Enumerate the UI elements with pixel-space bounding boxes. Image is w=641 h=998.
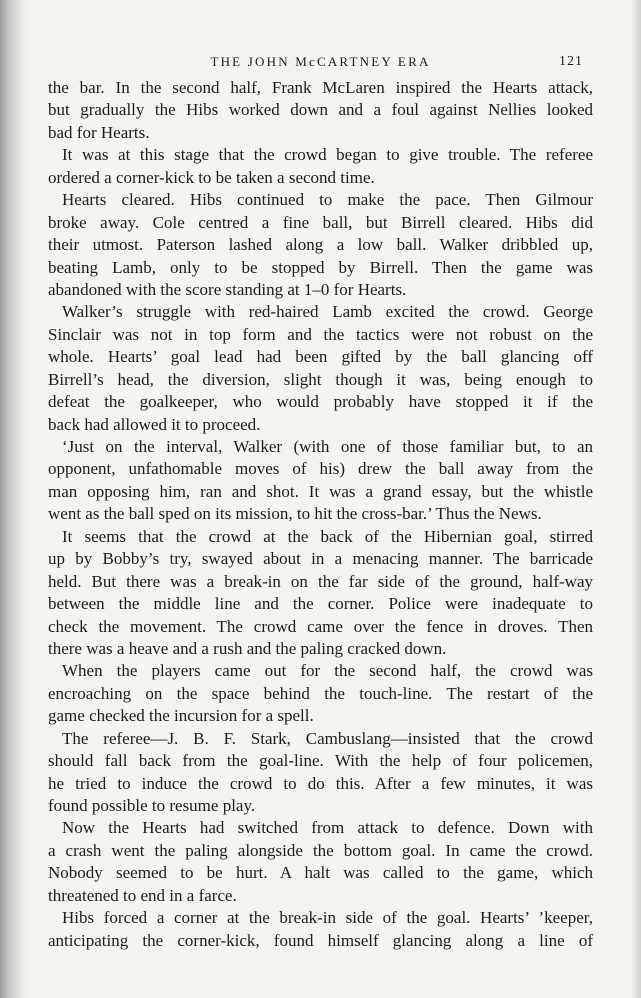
text-line: It was at this stage that the crowd began to give trouble. The referee [62,145,593,165]
text-line: found possible to resume play. [48,796,256,815]
text-line: between the middle line and the corner. Police were inadequate to [48,594,593,614]
page-number: 121 [559,54,583,69]
text-line: Birrell’s head, the diversion, slight though it was, being enough to [48,369,593,389]
paragraph [48,189,593,301]
text-line: opponent, unfathomable moves of his) drew the ball away from the [48,459,593,479]
text-line: beating Lamb, only to be stopped by Birrell. Then the game was [48,257,593,277]
text-line: defeat the goalkeeper, who would probably have stopped it if the [48,392,593,412]
text-line: but gradually the Hibs worked down and a foul against Nellies looked [48,100,593,120]
text-line: went as the ball sped on its mission, to hit the cross-bar.’ Thus the News. [48,504,542,524]
text-line: encroaching on the space behind the touch-line. The restart of the [48,683,593,703]
running-head: THE JOHN McCARTNEY ERA [210,54,431,69]
paragraph [48,660,593,727]
paragraph [48,817,593,907]
text-line: game checked the incursion for a spell. [48,706,314,726]
text-line: bad for Hearts. [48,122,150,142]
text-line: the bar. In the second half, Frank McLaren inspired the Hearts attack, [48,78,593,97]
text-line: When the players came out for the second half, the crowd was [62,661,593,681]
text-line: man opposing him, ran and shot. It was a grand essay, but the whistle [48,481,593,501]
text-line: Hearts cleared. Hibs continued to make the pace. Then Gilmour [62,190,593,210]
paragraph [48,77,593,144]
text-line: Sinclair was not in top form and the tactics were not robust on the [48,324,593,344]
paragraph [48,144,593,189]
text-line: he tried to induce the crowd to do this. After a few minutes, it was [48,773,593,793]
paragraph [48,526,593,661]
text-line: held. But there was a break-in on the far side of the ground, half-way [48,571,593,591]
text-line: ordered a corner-kick to be taken a second time. [48,167,375,187]
page-gutter-shadow [0,0,26,998]
text-line: anticipating the corner-kick, found himself glancing along a line of [48,930,593,950]
page-header [0,54,641,76]
text-line: up by Bobby’s try, swayed about in a menacing manner. The barricade [48,549,593,569]
text-line: their utmost. Paterson lashed along a low ball. Walker dribbled up, [48,235,593,255]
text-line: broke away. Cole centred a fine ball, but Birrell cleared. Hibs did [48,212,593,232]
page-edge-shadow [631,0,641,998]
text-line: a crash went the paling alongside the bottom goal. In came the crowd. [48,840,593,860]
text-line: back had allowed it to proceed. [48,414,261,434]
paragraph [48,436,593,526]
text-line: abandoned with the score standing at 1–0 for Hearts. [48,279,407,299]
text-line: The referee—J. B. F. Stark, Cambuslang—insisted that the crowd [62,728,593,748]
body-text [48,77,593,952]
text-line: ‘Just on the interval, Walker (with one of those familiar but, to an [62,437,593,456]
text-line: Now the Hearts had switched from attack to defence. Down with [62,818,593,838]
text-line: there was a heave and a rush and the paling cracked down. [48,638,447,658]
paragraph [48,301,593,436]
paragraph [48,728,593,818]
text-line: It seems that the crowd at the back of the Hibernian goal, stirred [62,526,593,546]
text-line: threatened to end in a farce. [48,885,237,905]
text-line: Hibs forced a corner at the break-in side of the goal. Hearts’ ’keeper, [62,908,593,928]
paragraph [48,907,593,952]
text-line: Nobody seemed to be hurt. A halt was called to the game, which [48,863,593,883]
text-line: whole. Hearts’ goal lead had been gifted by the ball glancing off [48,347,593,367]
text-line: should fall back from the goal-line. With the help of four policemen, [48,751,593,771]
text-line: Walker’s struggle with red-haired Lamb excited the crowd. George [62,302,593,322]
text-line: check the movement. The crowd came over the fence in droves. Then [48,616,593,636]
